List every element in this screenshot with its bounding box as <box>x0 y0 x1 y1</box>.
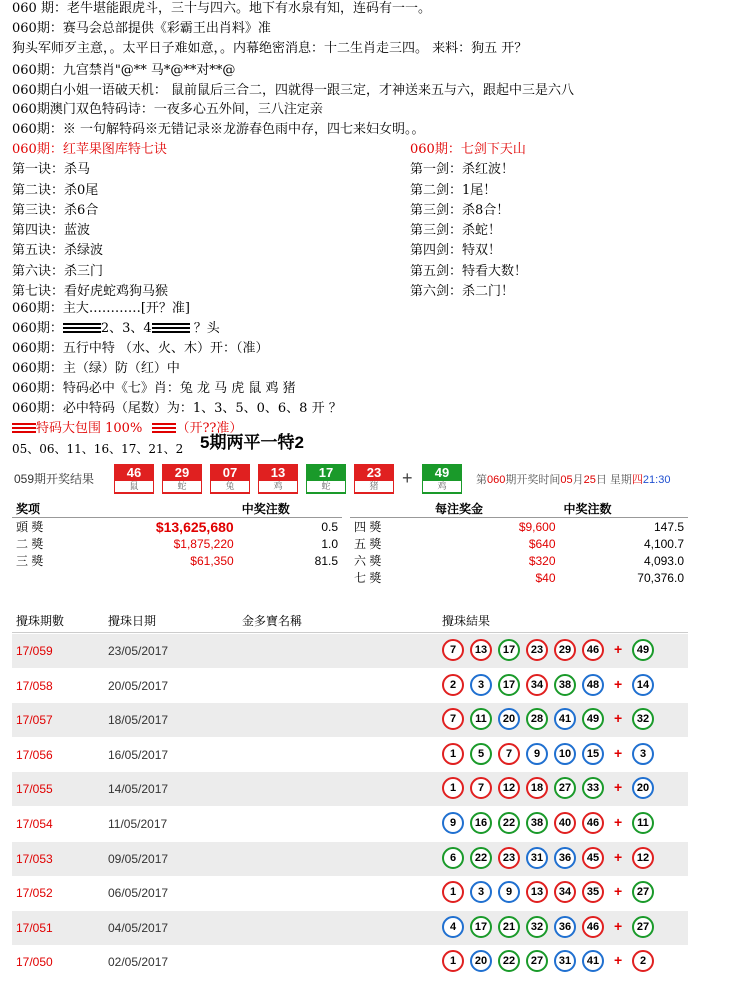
result-ball: 17 蛇 <box>306 464 346 494</box>
right-item: 第一剑：杀红波！ <box>410 162 515 178</box>
number-ball: 32 <box>526 916 548 938</box>
plus-sign: + <box>614 675 623 692</box>
row-date: 09/05/2017 <box>108 851 169 866</box>
number-ball: 11 <box>470 708 492 730</box>
number-ball: 17 <box>498 674 520 696</box>
black-bar <box>152 323 190 335</box>
number-ball: 3 <box>470 881 492 903</box>
text-line: 060期：五行中特 （水、火、木）开：（准） <box>12 341 269 356</box>
number-ball: 12 <box>498 777 520 799</box>
right-item: 第三剑：杀8合！ <box>410 202 510 218</box>
row-period[interactable]: 17/051 <box>16 920 53 935</box>
number-ball: 34 <box>526 674 548 696</box>
number-ball: 9 <box>442 812 464 834</box>
number-ball: 45 <box>582 847 604 869</box>
number-ball: 41 <box>554 708 576 730</box>
left-item: 第六诀：杀三门 <box>12 263 104 279</box>
number-ball: 3 <box>470 674 492 696</box>
number-ball: 1 <box>442 950 464 972</box>
number-ball: 15 <box>582 743 604 765</box>
left-title: 060期：红苹果图库特七诀 <box>12 142 167 157</box>
number-ball: 17 <box>498 639 520 661</box>
number-ball: 1 <box>442 881 464 903</box>
number-ball: 9 <box>526 743 548 765</box>
special-number-ball: 3 <box>632 743 654 765</box>
plus-sign: + <box>614 952 623 969</box>
number-ball: 33 <box>582 777 604 799</box>
number-ball: 16 <box>470 812 492 834</box>
number-ball: 13 <box>470 639 492 661</box>
number-ball: 20 <box>470 950 492 972</box>
text-mid: 2、3、4 <box>100 321 152 336</box>
left-item: 第一诀：杀马 <box>12 162 91 178</box>
number-ball: 7 <box>498 743 520 765</box>
plus-sign: + <box>614 779 623 796</box>
number-ball: 34 <box>554 881 576 903</box>
right-item: 第六剑：杀二门！ <box>410 284 515 300</box>
text-line: 060期：九宫禁肖"@** 马*@**对**@ <box>12 63 236 78</box>
plus-sign: + <box>614 710 623 727</box>
left-item: 第二诀：杀0尾 <box>12 182 99 198</box>
number-ball: 41 <box>582 950 604 972</box>
history-row <box>12 703 688 737</box>
number-ball: 31 <box>554 950 576 972</box>
row-date: 02/05/2017 <box>108 955 169 970</box>
plus-sign: + <box>402 468 413 488</box>
number-ball: 36 <box>554 916 576 938</box>
col-pool: 金多寶名稱 <box>242 614 303 628</box>
result-ball: 07 兔 <box>210 464 250 494</box>
prize-table-right: 每注奖金 中奖注数 四 獎 $9,600 147.5 五 獎 $640 4,100.7 六 獎 $320 4,093.0 七 獎 $40 70,376.0 <box>350 500 688 586</box>
text-line: 狗头军师歹主意，。太平日子难如意，。内幕绝密消息：十二生肖走三四。 来料：狗五 开？ <box>12 41 528 56</box>
row-period[interactable]: 17/059 <box>16 644 53 658</box>
history-row <box>12 911 688 945</box>
result-ball: 23 猪 <box>354 464 394 494</box>
number-ball: 38 <box>526 812 548 834</box>
text-post: ？头 <box>189 321 220 336</box>
special-number-ball: 20 <box>632 777 654 799</box>
text-line: 060期白小姐一语破天机： 鼠前鼠后三合二，四就得一跟三定，才神送来五与六，跟起中三是六八 <box>12 83 574 98</box>
number-ball: 4 <box>442 916 464 938</box>
special-number-ball: 27 <box>632 916 654 938</box>
left-item: 第五诀：杀绿波 <box>12 243 104 259</box>
number-ball: 6 <box>442 847 464 869</box>
special-number-ball: 12 <box>632 847 654 869</box>
special-number-ball: 49 <box>632 639 654 661</box>
prize-table-left: 奖项 中奖注数 頭 獎 $13,625,680 0.5 二 獎 $1,875,220 1.0 三 獎 $61,350 81.5 <box>12 500 342 569</box>
text-line: 060期：必中特码（尾数）为：1、3、5、0、6、8 开 ？ <box>12 401 342 416</box>
row-date: 23/05/2017 <box>108 644 169 658</box>
text-line: 060期：※ 一句解特码※无错记录※龙游春色雨中存，四七来妇女明。。 <box>12 122 425 137</box>
number-ball: 1 <box>442 743 464 765</box>
number-ball: 2 <box>442 674 464 696</box>
next-draw-info: 第060期开奖时间05月25日 星期四21:30 <box>476 474 671 486</box>
result-bar <box>12 462 688 496</box>
row-period[interactable]: 17/053 <box>16 851 53 866</box>
number-ball: 18 <box>526 777 548 799</box>
big-range-text: 特码大包围 100% <box>36 421 143 436</box>
history-header <box>12 606 688 633</box>
number-ball: 28 <box>526 708 548 730</box>
number-ball: 13 <box>526 881 548 903</box>
number-ball: 40 <box>554 812 576 834</box>
number-ball: 17 <box>470 916 492 938</box>
number-ball: 27 <box>526 950 548 972</box>
number-ball: 10 <box>554 743 576 765</box>
text-line: 060期澳门双色特码诗：一夜多心五外间，三八注定亲 <box>12 102 323 117</box>
right-column <box>410 140 527 302</box>
red-bar <box>152 423 176 435</box>
number-ball: 5 <box>470 743 492 765</box>
number-ball: 23 <box>498 847 520 869</box>
row-period[interactable]: 17/052 <box>16 886 53 901</box>
row-period[interactable]: 17/057 <box>16 713 53 728</box>
number-ball: 31 <box>526 847 548 869</box>
history-row <box>12 669 688 703</box>
row-period[interactable]: 17/054 <box>16 817 53 831</box>
row-date: 06/05/2017 <box>108 886 169 901</box>
result-label: 059期开奖结果 <box>14 472 95 486</box>
left-item: 第四诀：蓝波 <box>12 223 91 239</box>
special-number-ball: 2 <box>632 950 654 972</box>
number-ball: 46 <box>582 916 604 938</box>
special-number-ball: 32 <box>632 708 654 730</box>
right-title: 060期：七剑下天山 <box>410 142 526 157</box>
number-ball: 22 <box>498 950 520 972</box>
result-ball: 13 鸡 <box>258 464 298 494</box>
left-item: 第三诀：杀6合 <box>12 202 99 218</box>
text-line <box>12 320 220 338</box>
text-line: 060期：主大…………[开？准] <box>12 301 190 316</box>
result-ball: 46 鼠 <box>114 464 154 494</box>
row-date: 16/05/2017 <box>108 747 169 762</box>
red-bar <box>12 423 36 435</box>
row-period[interactable]: 17/056 <box>16 747 53 762</box>
number-ball: 46 <box>582 639 604 661</box>
number-ball: 7 <box>442 639 464 661</box>
text-line: 060期：赛马会总部提供《彩霸王出肖料》准 <box>12 21 271 36</box>
plus-sign: + <box>614 744 623 761</box>
plus-sign: + <box>614 917 623 934</box>
text-line: 060 期：老牛堪能跟虎斗，三十与四六。地下有水泉有知，连码有一一。 <box>12 1 431 16</box>
history-row <box>12 842 688 876</box>
special-number-ball: 27 <box>632 881 654 903</box>
row-period[interactable]: 17/050 <box>16 955 53 970</box>
number-ball: 23 <box>526 639 548 661</box>
open-text: （开??准） <box>176 421 243 436</box>
right-item: 第三剑：杀蛇！ <box>410 223 502 239</box>
overlay-heading: 5期两平一特2 <box>200 433 304 452</box>
left-item: 第七诀：看好虎蛇鸡狗马猴 <box>12 284 169 300</box>
row-date: 18/05/2017 <box>108 713 169 728</box>
number-ball: 21 <box>498 916 520 938</box>
number-ball: 22 <box>470 847 492 869</box>
row-date: 20/05/2017 <box>108 678 169 693</box>
plus-sign: + <box>614 641 623 657</box>
plus-sign: + <box>614 814 623 830</box>
number-ball: 46 <box>582 812 604 834</box>
text-line: 060期：特码必中《七》肖：兔 龙 马 虎 鼠 鸡 猪 <box>12 381 296 396</box>
special-ball: 49 鸡 <box>422 464 462 494</box>
number-ball: 27 <box>554 777 576 799</box>
number-ball: 36 <box>554 847 576 869</box>
special-number-ball: 11 <box>632 812 654 834</box>
number-ball: 1 <box>442 777 464 799</box>
history-row <box>12 876 688 910</box>
plus-sign: + <box>614 883 623 900</box>
right-item: 第四剑：特双！ <box>410 243 502 259</box>
history-row <box>12 772 688 806</box>
text-line: 060期：主（绿）防（红）中 <box>12 361 180 376</box>
right-item: 第五剑：特看大数！ <box>410 263 528 279</box>
history-row <box>12 738 688 772</box>
number-ball: 9 <box>498 881 520 903</box>
col-date: 攪珠日期 <box>108 614 157 628</box>
row-date: 14/05/2017 <box>108 782 169 797</box>
number-ball: 49 <box>582 708 604 730</box>
result-ball: 29 蛇 <box>162 464 202 494</box>
plus-sign: + <box>614 848 623 865</box>
number-ball: 35 <box>582 881 604 903</box>
row-period[interactable]: 17/055 <box>16 782 53 797</box>
number-ball: 48 <box>582 674 604 696</box>
col-result: 攪珠結果 <box>442 614 491 628</box>
number-ball: 38 <box>554 674 576 696</box>
left-column <box>12 140 168 302</box>
row-period[interactable]: 17/058 <box>16 678 53 693</box>
text-line: 05、06、11、16、17、21、2 <box>12 442 184 456</box>
number-ball: 7 <box>470 777 492 799</box>
row-date: 04/05/2017 <box>108 920 169 935</box>
col-period: 攪珠期數 <box>16 614 65 628</box>
number-ball: 7 <box>442 708 464 730</box>
black-bar <box>63 323 101 335</box>
number-ball: 29 <box>554 639 576 661</box>
history-row <box>12 807 688 841</box>
history-row <box>12 634 688 668</box>
right-item: 第二剑：1尾！ <box>410 182 497 198</box>
special-number-ball: 14 <box>632 674 654 696</box>
text-prefix: 060期： <box>12 321 63 336</box>
number-ball: 22 <box>498 812 520 834</box>
history-row <box>12 945 688 979</box>
number-ball: 20 <box>498 708 520 730</box>
row-date: 11/05/2017 <box>108 817 168 831</box>
